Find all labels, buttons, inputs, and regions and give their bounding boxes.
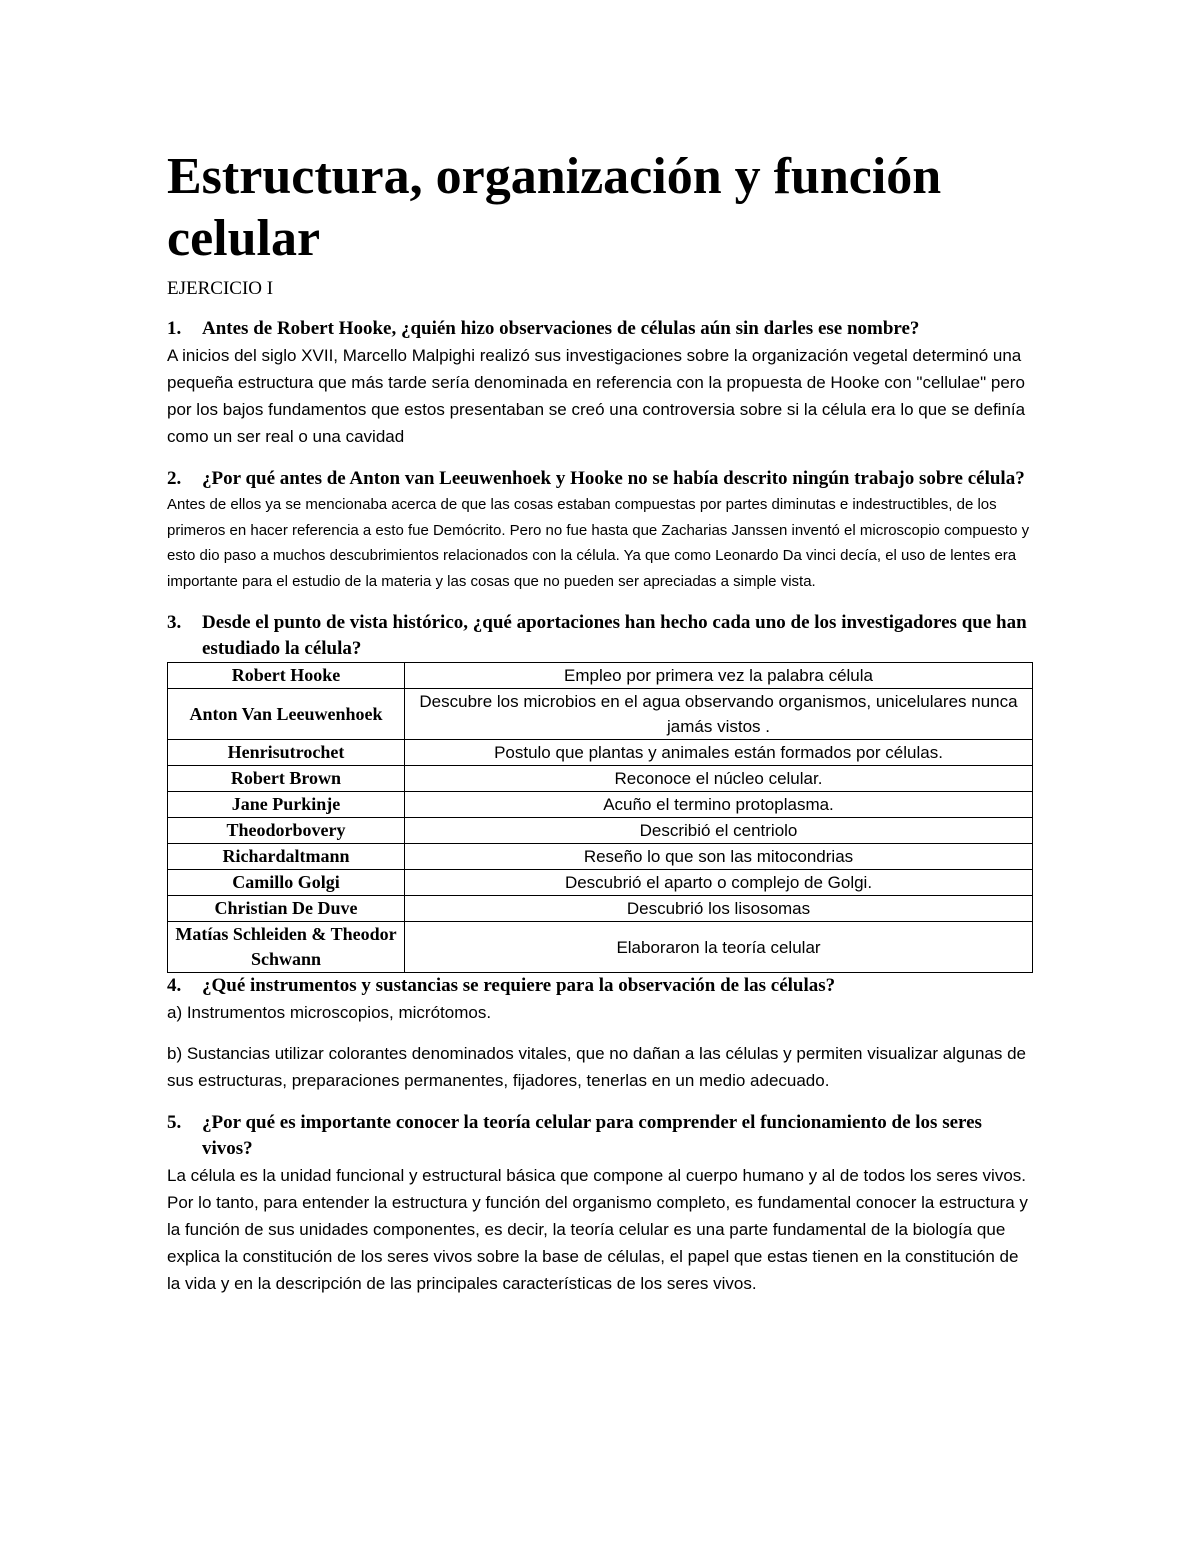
spacer [167, 1026, 1033, 1040]
table-row [168, 663, 1033, 689]
answer-5: La célula es la unidad funcional y estructural básica que compone al cuerpo humano y al de todos los seres vivos. Por lo tanto, para entender la estructura y función del organismo completo, es fundamental conocer la estructura y la función de sus unidades componentes, es decir, la teoría celular es una parte fundamental de la biología que explica la constitución de los seres vivos sobre la base de células, el papel que estas tienen en la constitución de la vida y en la descripción de las principales características de los seres vivos. [167, 1166, 1028, 1294]
exercise-label: EJERCICIO I [167, 278, 274, 299]
question-number: 3. [167, 612, 182, 634]
question-5 [167, 1110, 1033, 1162]
contribution-cell: Elaboraron la teoría celular [405, 922, 1033, 973]
question-text: ¿Por qué antes de Anton van Leeuwenhoek y Hooke no se había descrito ningún trabajo sobre célula? [202, 468, 1025, 489]
question-text: ¿Qué instrumentos y sustancias se requiere para la observación de las células? [202, 975, 836, 997]
question-4 [167, 973, 1033, 999]
answer-4b: b) Sustancias utilizar colorantes denominados vitales, que no dañan a las células y permiten visualizar algunas de sus estructuras, preparaciones permanentes, fijadores, tenerlas en un medio adecuado. [167, 1044, 1026, 1091]
table-row [168, 766, 1033, 792]
contribution-cell: Empleo por primera vez la palabra célula [405, 663, 1033, 689]
researcher-name-cell: Camillo Golgi [168, 870, 405, 896]
researcher-name-cell: Robert Brown [168, 766, 405, 792]
question-3 [167, 610, 1033, 662]
table-row [168, 870, 1033, 896]
researcher-name-cell: Theodorbovery [168, 818, 405, 844]
researcher-name-cell: Richardaltmann [168, 844, 405, 870]
question-2 [167, 466, 1033, 492]
contribution-cell: Reseño lo que son las mitocondrias [405, 844, 1033, 870]
researcher-name-cell: Robert Hooke [168, 663, 405, 689]
document-title: Estructura, organización y función celular [167, 148, 942, 267]
table-row [168, 818, 1033, 844]
table-row [168, 896, 1033, 922]
researcher-name-cell: Christian De Duve [168, 896, 405, 922]
question-number: 5. [167, 1112, 182, 1134]
question-number: 1. [167, 318, 182, 339]
table-row [168, 844, 1033, 870]
question-text: ¿Por qué es importante conocer la teoría celular para comprender el funcionamiento de los seres vivos? [202, 1112, 982, 1160]
table-row [168, 922, 1033, 973]
contribution-cell: Reconoce el núcleo celular. [405, 766, 1033, 792]
researchers-table [167, 662, 1033, 973]
contribution-cell: Descubrió los lisosomas [405, 896, 1033, 922]
question-number: 2. [167, 468, 182, 489]
table-row [168, 740, 1033, 766]
table-row [168, 689, 1033, 740]
question-text: Antes de Robert Hooke, ¿quién hizo observaciones de células aún sin darles ese nombre? [202, 318, 920, 339]
researcher-name-cell: Anton Van Leeuwenhoek [168, 689, 405, 740]
contribution-cell: Descubrió el aparto o complejo de Golgi. [405, 870, 1033, 896]
answer-4a: a) Instrumentos microscopios, micrótomos. [167, 1003, 492, 1023]
document-content [167, 146, 1033, 1297]
answer-1: A inicios del siglo XVII, Marcello Malpighi realizó sus investigaciones sobre la organización vegetal determinó una pequeña estructura que más tarde sería denominada en referencia con la propuesta de Hooke con "cellulae" pero por los bajos fundamentos que estos presentaban se creó una controversia sobre si la célula era lo que se definía como un ser real o una cavidad [167, 346, 1026, 446]
contribution-cell: Descubre los microbios en el agua observando organismos, unicelulares nunca jamás vistos . [405, 689, 1033, 740]
contribution-cell: Acuño el termino protoplasma. [405, 792, 1033, 818]
contribution-cell: Postulo que plantas y animales están formados por células. [405, 740, 1033, 766]
question-text: Desde el punto de vista histórico, ¿qué aportaciones han hecho cada uno de los investigadores que han estudiado la célula? [202, 612, 1027, 660]
question-1 [167, 316, 1033, 342]
researcher-name-cell: Henrisutrochet [168, 740, 405, 766]
question-number: 4. [167, 975, 182, 997]
researcher-name-cell: Jane Purkinje [168, 792, 405, 818]
answer-2: Antes de ellos ya se mencionaba acerca de que las cosas estaban compuestas por partes diminutas e indestructibles, de los primeros en hacer referencia a esto fue Demócrito. Pero no fue hasta que Zacharias Janssen inventó el microscopio compuesto y esto dio paso a muchos descubrimientos relacionados con la célula. Ya que como Leonardo Da vinci decía, el uso de lentes era importante para el estudio de la materia y las cosas que no pueden ser apreciadas a simple vista. [167, 496, 1030, 590]
researcher-name-cell: Matías Schleiden & Theodor Schwann [168, 922, 405, 973]
contribution-cell: Describió el centriolo [405, 818, 1033, 844]
table-row [168, 792, 1033, 818]
